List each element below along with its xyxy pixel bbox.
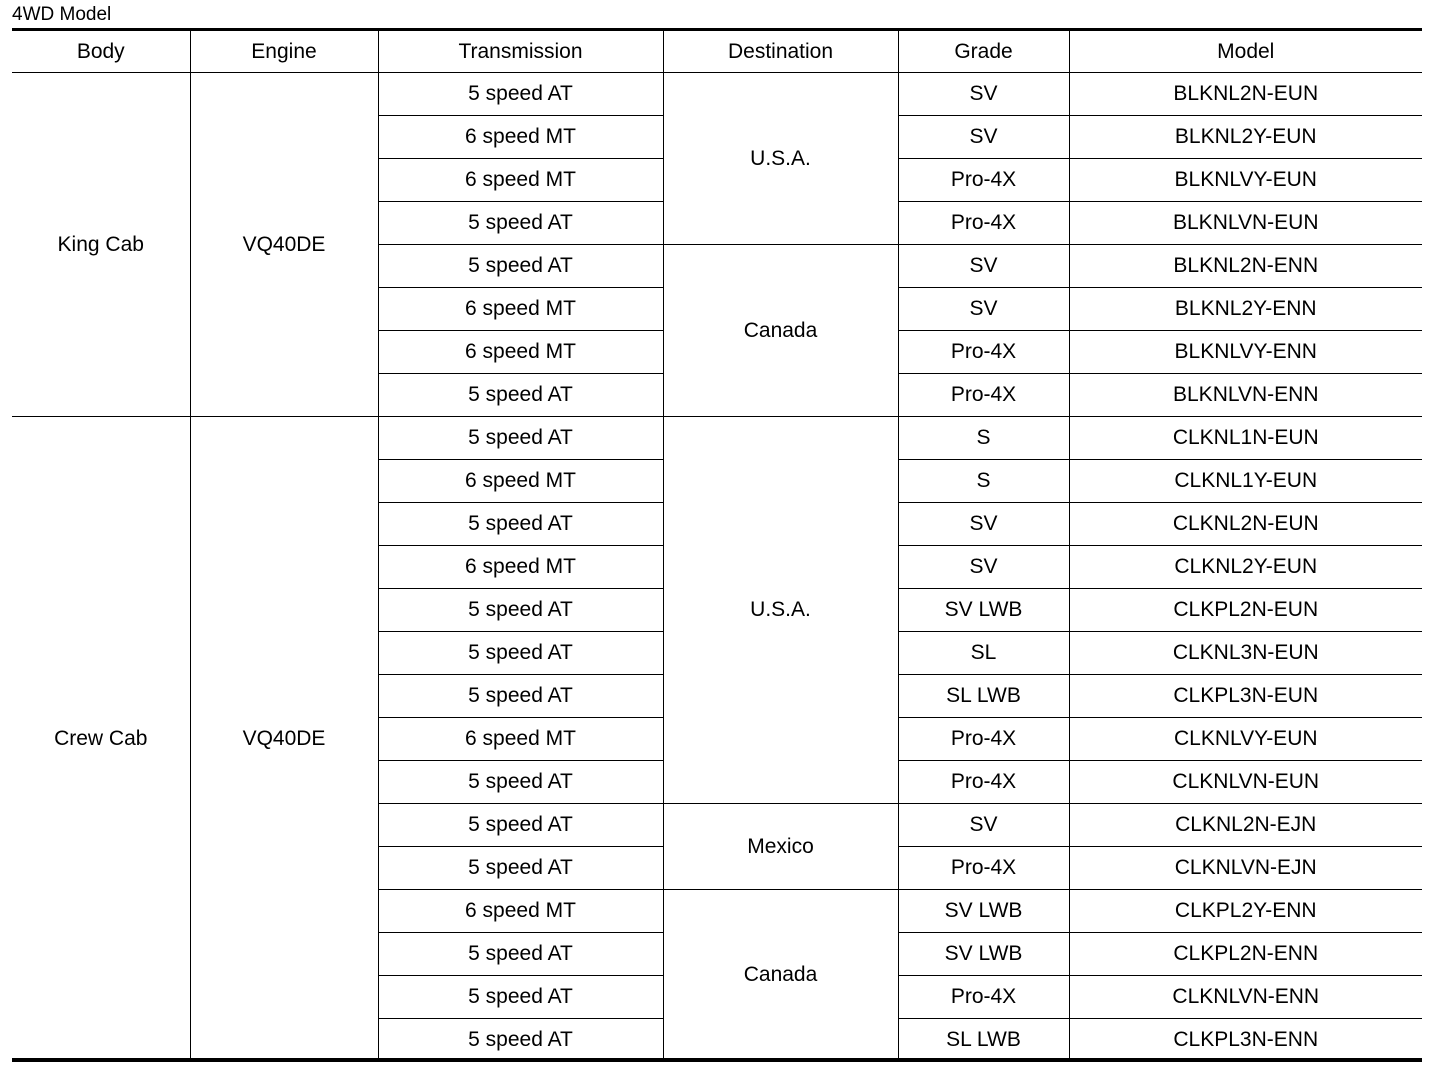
- header-model: Model: [1069, 31, 1422, 73]
- grade-cell: Pro-4X: [898, 847, 1069, 890]
- destination-cell: U.S.A.: [663, 73, 898, 245]
- header-grade: Grade: [898, 31, 1069, 73]
- grade-cell: SL LWB: [898, 675, 1069, 718]
- transmission-cell: 6 speed MT: [378, 890, 663, 933]
- grade-cell: SV: [898, 245, 1069, 288]
- model-cell: BLKNL2Y-ENN: [1069, 288, 1422, 331]
- model-cell: BLKNLVN-EUN: [1069, 202, 1422, 245]
- grade-cell: S: [898, 417, 1069, 460]
- model-cell: CLKNLVN-ENN: [1069, 976, 1422, 1019]
- body-cell: King Cab: [12, 73, 190, 417]
- destination-cell: Mexico: [663, 804, 898, 890]
- model-cell: BLKNLVY-EUN: [1069, 159, 1422, 202]
- grade-cell: SV: [898, 503, 1069, 546]
- transmission-cell: 5 speed AT: [378, 374, 663, 417]
- model-table: [12, 31, 1422, 1062]
- transmission-cell: 6 speed MT: [378, 460, 663, 503]
- model-cell: CLKNLVN-EUN: [1069, 761, 1422, 804]
- model-cell: CLKNLVN-EJN: [1069, 847, 1422, 890]
- grade-cell: SV: [898, 116, 1069, 159]
- header-engine: Engine: [190, 31, 378, 73]
- transmission-cell: 6 speed MT: [378, 288, 663, 331]
- table-header: [12, 31, 1422, 73]
- model-cell: CLKPL3N-ENN: [1069, 1019, 1422, 1062]
- grade-cell: SV LWB: [898, 890, 1069, 933]
- header-row: [12, 31, 1422, 73]
- header-transmission: Transmission: [378, 31, 663, 73]
- transmission-cell: 5 speed AT: [378, 503, 663, 546]
- model-cell: CLKNL2N-EJN: [1069, 804, 1422, 847]
- grade-cell: Pro-4X: [898, 202, 1069, 245]
- table-body: [12, 73, 1422, 1062]
- body-cell: Crew Cab: [12, 417, 190, 1062]
- model-cell: CLKPL2N-EUN: [1069, 589, 1422, 632]
- model-cell: BLKNL2Y-EUN: [1069, 116, 1422, 159]
- model-cell: CLKNL1Y-EUN: [1069, 460, 1422, 503]
- grade-cell: Pro-4X: [898, 331, 1069, 374]
- model-cell: CLKNL1N-EUN: [1069, 417, 1422, 460]
- model-cell: CLKPL2Y-ENN: [1069, 890, 1422, 933]
- transmission-cell: 6 speed MT: [378, 546, 663, 589]
- grade-cell: SV: [898, 288, 1069, 331]
- table-row: [12, 417, 1422, 460]
- engine-cell: VQ40DE: [190, 417, 378, 1062]
- transmission-cell: 5 speed AT: [378, 1019, 663, 1062]
- grade-cell: SL LWB: [898, 1019, 1069, 1062]
- table-caption: 4WD Model: [12, 4, 112, 25]
- grade-cell: SV LWB: [898, 589, 1069, 632]
- table-bottom-rule: [12, 1058, 1422, 1062]
- transmission-cell: 5 speed AT: [378, 417, 663, 460]
- model-cell: CLKNL3N-EUN: [1069, 632, 1422, 675]
- grade-cell: SV: [898, 73, 1069, 116]
- transmission-cell: 5 speed AT: [378, 847, 663, 890]
- grade-cell: Pro-4X: [898, 976, 1069, 1019]
- grade-cell: SL: [898, 632, 1069, 675]
- model-cell: CLKPL2N-ENN: [1069, 933, 1422, 976]
- grade-cell: SV: [898, 546, 1069, 589]
- model-cell: CLKNL2Y-EUN: [1069, 546, 1422, 589]
- transmission-cell: 6 speed MT: [378, 331, 663, 374]
- transmission-cell: 5 speed AT: [378, 976, 663, 1019]
- destination-cell: U.S.A.: [663, 417, 898, 804]
- model-cell: CLKNL2N-EUN: [1069, 503, 1422, 546]
- engine-cell: VQ40DE: [190, 73, 378, 417]
- table-row: [12, 73, 1422, 116]
- grade-cell: Pro-4X: [898, 159, 1069, 202]
- grade-cell: Pro-4X: [898, 761, 1069, 804]
- transmission-cell: 5 speed AT: [378, 589, 663, 632]
- transmission-cell: 5 speed AT: [378, 933, 663, 976]
- transmission-cell: 5 speed AT: [378, 804, 663, 847]
- transmission-cell: 5 speed AT: [378, 73, 663, 116]
- model-cell: CLKNLVY-EUN: [1069, 718, 1422, 761]
- grade-cell: S: [898, 460, 1069, 503]
- model-cell: BLKNLVN-ENN: [1069, 374, 1422, 417]
- transmission-cell: 5 speed AT: [378, 675, 663, 718]
- model-cell: BLKNL2N-ENN: [1069, 245, 1422, 288]
- grade-cell: Pro-4X: [898, 718, 1069, 761]
- transmission-cell: 6 speed MT: [378, 116, 663, 159]
- transmission-cell: 5 speed AT: [378, 632, 663, 675]
- transmission-cell: 5 speed AT: [378, 202, 663, 245]
- grade-cell: Pro-4X: [898, 374, 1069, 417]
- model-cell: BLKNL2N-EUN: [1069, 73, 1422, 116]
- grade-cell: SV: [898, 804, 1069, 847]
- grade-cell: SV LWB: [898, 933, 1069, 976]
- transmission-cell: 5 speed AT: [378, 761, 663, 804]
- destination-cell: Canada: [663, 245, 898, 417]
- destination-cell: Canada: [663, 890, 898, 1062]
- transmission-cell: 5 speed AT: [378, 245, 663, 288]
- header-body: Body: [12, 31, 190, 73]
- model-cell: BLKNLVY-ENN: [1069, 331, 1422, 374]
- transmission-cell: 6 speed MT: [378, 718, 663, 761]
- header-destination: Destination: [663, 31, 898, 73]
- model-cell: CLKPL3N-EUN: [1069, 675, 1422, 718]
- transmission-cell: 6 speed MT: [378, 159, 663, 202]
